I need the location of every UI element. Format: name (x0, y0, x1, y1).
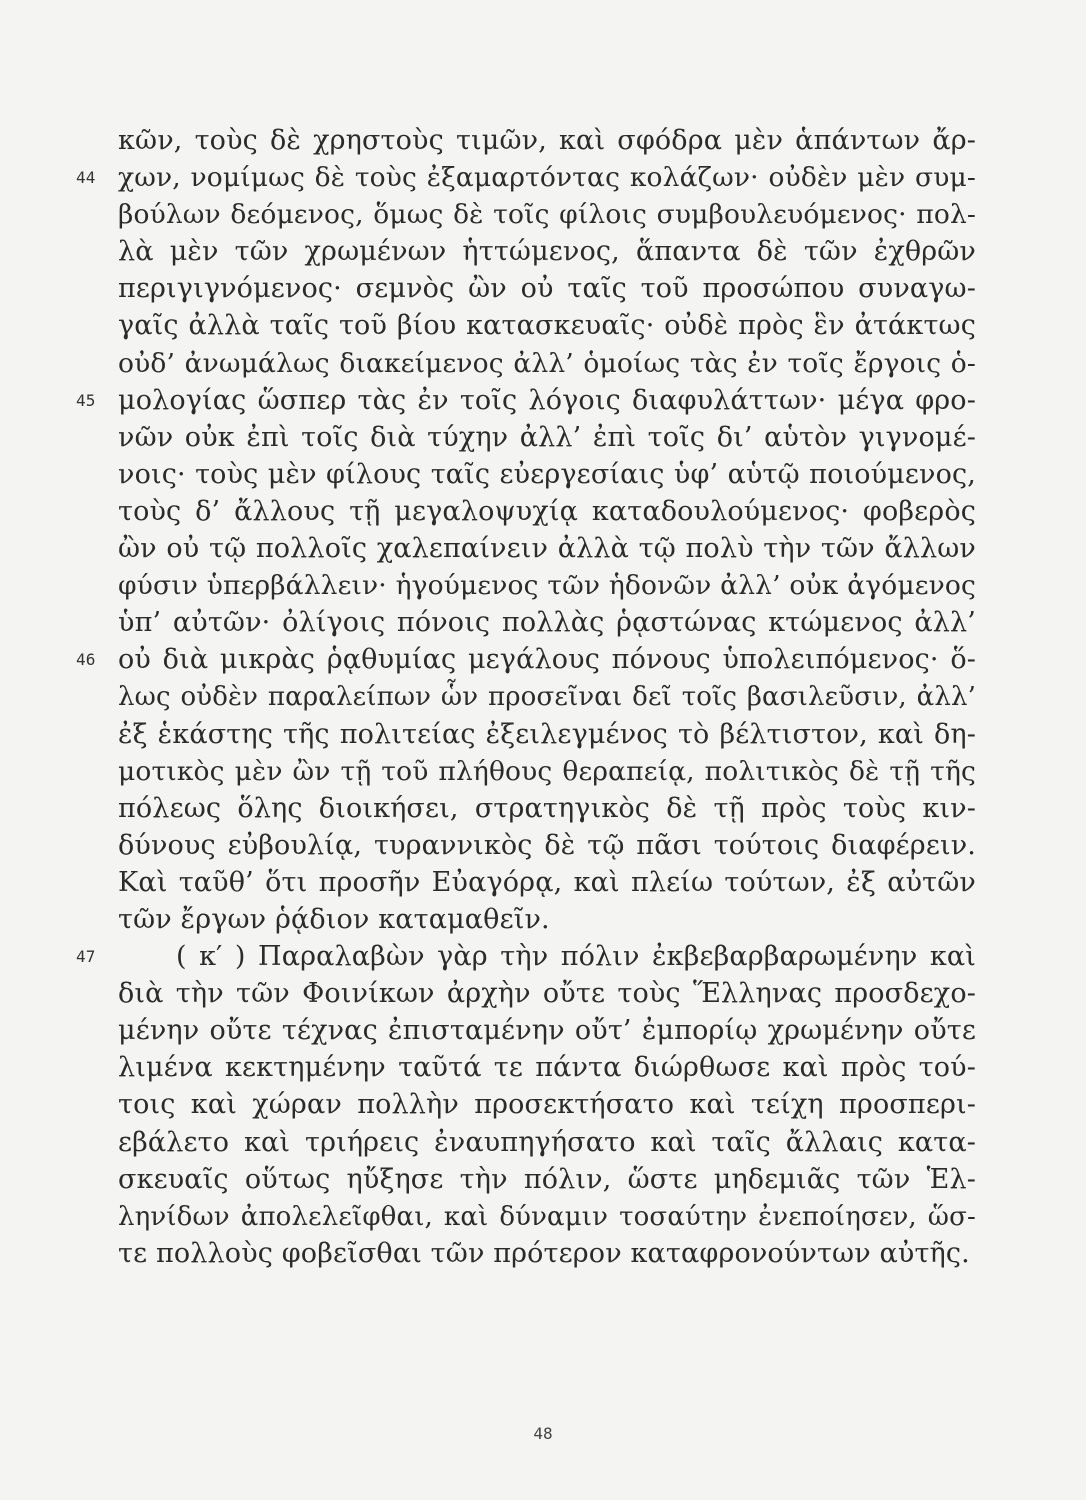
text-line (118, 270, 976, 307)
page-number: 48 (533, 1424, 553, 1443)
text-line (118, 827, 976, 864)
line-text: ( κ′ ) Παραλαβὼν γὰρ τὴν πόλιν ἐκβεβαρβαρωμένην καὶ (176, 941, 976, 973)
section-number: 47 (76, 947, 96, 967)
text-line (118, 753, 976, 790)
line-text: διὰ τὴν τῶν Φοινίκων ἀρχὴν οὔτε τοὺς Ἕλληνας προσδεχο- (118, 978, 976, 1010)
line-text: τῶν ἔργων ῥᾴδιον καταμαθεῖν. (118, 903, 550, 935)
line-text: οὐ διὰ μικρὰς ῥᾳθυμίας μεγάλους πόνους ὑπολειπόμενος· ὅ- (118, 644, 976, 676)
text-line (118, 233, 976, 270)
text-line (118, 567, 976, 604)
line-text: δύνους εὐβουλίᾳ, τυραννικὸς δὲ τῷ πᾶσι τούτοις διαφέρειν. (118, 829, 976, 861)
text-line (118, 530, 976, 567)
line-text: νῶν οὐκ ἐπὶ τοῖς διὰ τύχην ἀλλ’ ἐπὶ τοῖς δι’ αὑτὸν γιγνομέ- (118, 421, 976, 453)
text-line (118, 419, 976, 456)
line-text: γαῖς ἀλλὰ ταῖς τοῦ βίου κατασκευαῖς· οὐδὲ πρὸς ἓν ἀτάκτως (118, 310, 976, 342)
text-line (118, 790, 976, 827)
line-text: σκευαῖς οὕτως ηὔξησε τὴν πόλιν, ὥστε μηδεμιᾶς τῶν Ἑλ- (118, 1163, 976, 1195)
section-number: 46 (76, 650, 96, 670)
text-line (76, 641, 976, 678)
text-line (118, 456, 976, 493)
text-line (118, 307, 976, 344)
text-line (118, 716, 976, 753)
text-line (118, 1198, 976, 1235)
text-line (76, 159, 976, 196)
line-text: κῶν, τοὺς δὲ χρηστοὺς τιμῶν, καὶ σφόδρα μὲν ἁπάντων ἄρ- (118, 125, 976, 156)
text-line (118, 901, 976, 938)
line-text: ληνίδων ἀπολελεῖφθαι, καὶ δύναμιν τοσαύτην ἐνεποίησεν, ὥσ- (118, 1201, 976, 1232)
line-text: ὑπ’ αὐτῶν· ὀλίγοις πόνοις πολλὰς ῥᾳστώνας κτώμενος ἀλλ’ (118, 607, 976, 639)
text-line (76, 938, 976, 975)
line-text: περιγιγνόμενος· σεμνὸς ὢν οὐ ταῖς τοῦ προσώπου συναγω- (118, 273, 976, 305)
text-line (118, 1235, 976, 1272)
line-text: μολογίας ὥσπερ τὰς ἐν τοῖς λόγοις διαφυλάττων· μέγα φρο- (118, 384, 976, 416)
line-text: τοις καὶ χώραν πολλὴν προσεκτήσατο καὶ τείχη προσπερι- (118, 1089, 976, 1121)
line-text: τε πολλοὺς φοβεῖσθαι τῶν πρότερον καταφρονούντων αὐτῆς. (118, 1237, 970, 1269)
line-text: ἐξ ἑκάστης τῆς πολιτείας ἐξειλεγμένος τὸ βέλτιστον, καὶ δη- (118, 718, 976, 750)
line-text: τοὺς δ’ ἄλλους τῇ μεγαλοψυχίᾳ καταδουλούμενος· φοβερὸς (118, 495, 976, 527)
line-text: λιμένα κεκτημένην ταῦτά τε πάντα διώρθωσε καὶ πρὸς τού- (118, 1052, 976, 1084)
line-text: χων, νομίμως δὲ τοὺς ἐξαμαρτόντας κολάζων· οὐδὲν μὲν συμ- (118, 162, 976, 194)
text-line (118, 678, 976, 715)
text-line (118, 345, 976, 382)
greek-text-block (76, 122, 976, 1272)
line-text: Καὶ ταῦθ’ ὅτι προσῆν Εὐαγόρᾳ, καὶ πλείω τούτων, ἐξ αὐτῶν (118, 866, 976, 898)
text-line (118, 1049, 976, 1086)
line-text: φύσιν ὑπερβάλλειν· ἡγούμενος τῶν ἡδονῶν ἀλλ’ οὐκ ἀγόμενος (118, 570, 976, 602)
text-line (118, 1161, 976, 1198)
line-text: οὐδ’ ἀνωμάλως διακείμενος ἀλλ’ ὁμοίως τὰς ἐν τοῖς ἔργοις ὁ- (118, 347, 976, 379)
text-line (118, 864, 976, 901)
line-text: μένην οὔτε τέχνας ἐπισταμένην οὔτ’ ἐμπορίῳ χρωμένην οὔτε (118, 1015, 976, 1047)
line-text: εβάλετο καὶ τριήρεις ἐναυπηγήσατο καὶ ταῖς ἄλλαις κατα- (118, 1126, 976, 1158)
line-text: μοτικὸς μὲν ὢν τῇ τοῦ πλήθους θεραπείᾳ, πολιτικὸς δὲ τῇ τῆς (118, 755, 976, 787)
text-line (118, 196, 976, 233)
section-number: 44 (76, 168, 96, 188)
line-text: λως οὐδὲν παραλείπων ὧν προσεῖναι δεῖ τοῖς βασιλεῦσιν, ἀλλ’ (118, 682, 976, 713)
text-line (118, 975, 976, 1012)
line-text: νοις· τοὺς μὲν φίλους ταῖς εὐεργεσίαις ὑφ’ αὑτῷ ποιούμενος, (118, 458, 976, 490)
line-text: ὢν οὐ τῷ πολλοῖς χαλεπαίνειν ἀλλὰ τῷ πολὺ τὴν τῶν ἄλλων (118, 533, 976, 565)
line-text: πόλεως ὅλης διοικήσει, στρατηγικὸς δὲ τῇ πρὸς τοὺς κιν- (118, 792, 976, 824)
text-line (118, 122, 976, 159)
line-text: λὰ μὲν τῶν χρωμένων ἡττώμενος, ἅπαντα δὲ τῶν ἐχθρῶν (118, 236, 976, 268)
text-line (118, 604, 976, 641)
text-line (118, 493, 976, 530)
text-line (118, 1086, 976, 1123)
text-line (118, 1012, 976, 1049)
text-line (118, 1124, 976, 1161)
section-number: 45 (76, 390, 96, 410)
text-line (76, 382, 976, 419)
line-text: βούλων δεόμενος, ὅμως δὲ τοῖς φίλοις συμβουλευόμενος· πολ- (118, 199, 976, 231)
